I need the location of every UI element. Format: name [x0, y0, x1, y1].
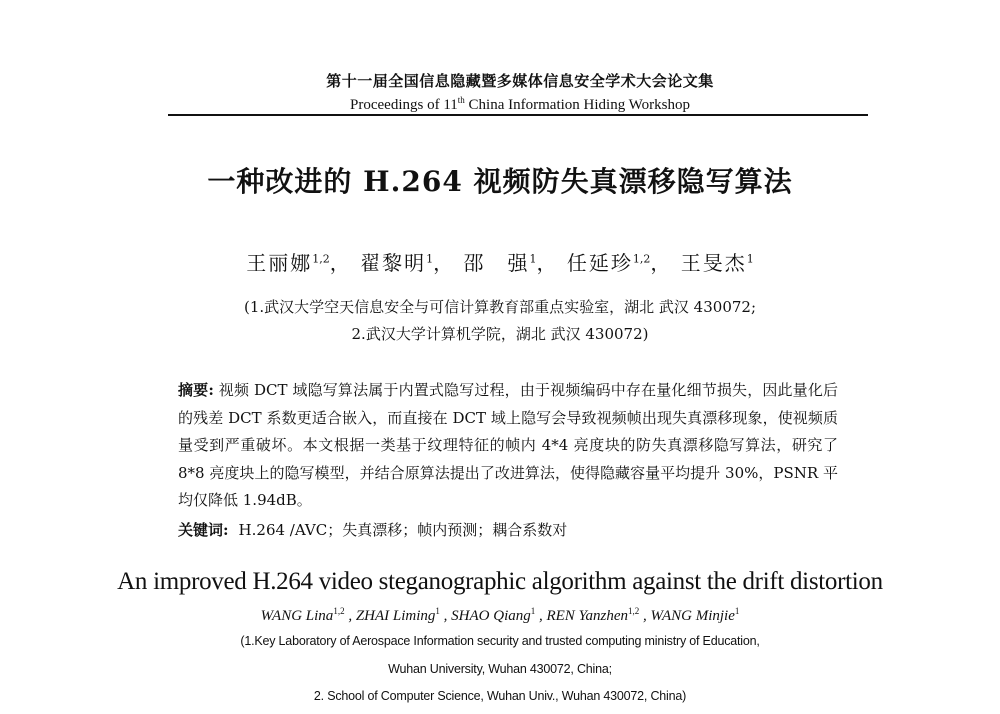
paper-title-en: An improved H.264 video steganographic algorithm against the drift distortion: [117, 568, 883, 595]
author-affil-mark: 1,2: [628, 606, 640, 616]
author-affil-mark: 1,2: [312, 252, 330, 266]
keywords-text: H.264 /AVC；失真漂移；帧内预测；耦合系数对: [238, 521, 568, 539]
abstract: [178, 377, 838, 515]
affiliation-en-line: (1.Key Laboratory of Aerospace Information security and trusted computing ministry of Education,: [240, 634, 760, 648]
author-affil-mark: 1: [435, 606, 440, 616]
author-list-cn: 王丽娜$^{1,2}$， 翟黎明$^1$， 邵 强$^1$， 任延珍$^{1,2}$， 王旻杰$^1$: [246, 251, 754, 275]
keywords: [178, 519, 838, 540]
affiliation-cn-line: 2.武汉大学计算机学院，湖北 武汉 430072): [351, 325, 649, 343]
author-affil-mark: 1,2: [632, 252, 651, 266]
author-en: SHAO Qiang: [451, 608, 531, 624]
author-affil-mark: 1,2: [333, 606, 345, 616]
author-en: WANG Lina: [260, 608, 334, 624]
author-affil-mark: 1: [746, 252, 754, 266]
proceedings-header: [170, 70, 870, 114]
author-cn: 邵 强: [463, 251, 530, 275]
affiliation-en-line: 2. School of Computer Science, Wuhan Univ., Wuhan 430072, China): [313, 689, 687, 703]
conference-title-en: [170, 95, 870, 114]
proceedings-prefix: Proceedings of 11: [350, 97, 458, 113]
abstract-text: 视频 DCT 域隐写算法属于内置式隐写过程，由于视频编码中存在量化细节损失，因此量化后的残差 DCT 系数更适合嵌入，而直接在 DCT 域上隐写会导致视频帧出现失真漂移现象，使视频质量受到严重破坏。本文根据一类基于纹理特征的帧内 4*4 亮度块的防失真漂移隐写算法，研究了 8*8 亮度块上的隐写模型，并结合原算法提出了改进算法，使得隐藏容量平均提升 30%，PSNR 平均仅降低 1.94dB。: [178, 381, 838, 509]
affiliation-cn-line: (1.武汉大学空天信息安全与可信计算教育部重点实验室，湖北 武汉 430072;: [243, 298, 757, 316]
conference-title-cn: 第十一届全国信息隐藏暨多媒体信息安全学术大会论文集: [326, 72, 714, 90]
keywords-label: 关键词:: [178, 521, 229, 539]
author-cn: 翟黎明: [360, 251, 427, 275]
author-en: ZHAI Liming: [355, 608, 436, 624]
affiliation-en-line: Wuhan University, Wuhan 430072, China;: [388, 662, 612, 676]
author-cn: 任延珍: [566, 251, 633, 275]
author-en: WANG Minjie: [650, 608, 735, 624]
author-affil-mark: 1: [426, 252, 434, 266]
author-cn: 王丽娜: [246, 251, 313, 275]
author-list-en: WANG Lina$^{1,2}$ , ZHAI Liming$^1$ , SHAO Qiang$^1$ , REN Yanzhen$^{1,2}$ , WANG Minjie$^1$: [260, 606, 740, 624]
author-en: REN Yanzhen: [546, 608, 629, 624]
proceedings-ordinal: th: [457, 95, 465, 105]
abstract-label: 摘要:: [178, 381, 214, 399]
paper-title-cn: 一种改进的 H.264 视频防失真漂移隐写算法: [207, 165, 793, 198]
author-affil-mark: 1: [529, 252, 537, 266]
proceedings-suffix: China Information Hiding Workshop: [464, 97, 690, 113]
author-affil-mark: 1: [530, 606, 536, 616]
author-affil-mark: 1: [734, 606, 740, 616]
author-cn: 王旻杰: [680, 251, 747, 275]
header-divider: [168, 114, 868, 116]
